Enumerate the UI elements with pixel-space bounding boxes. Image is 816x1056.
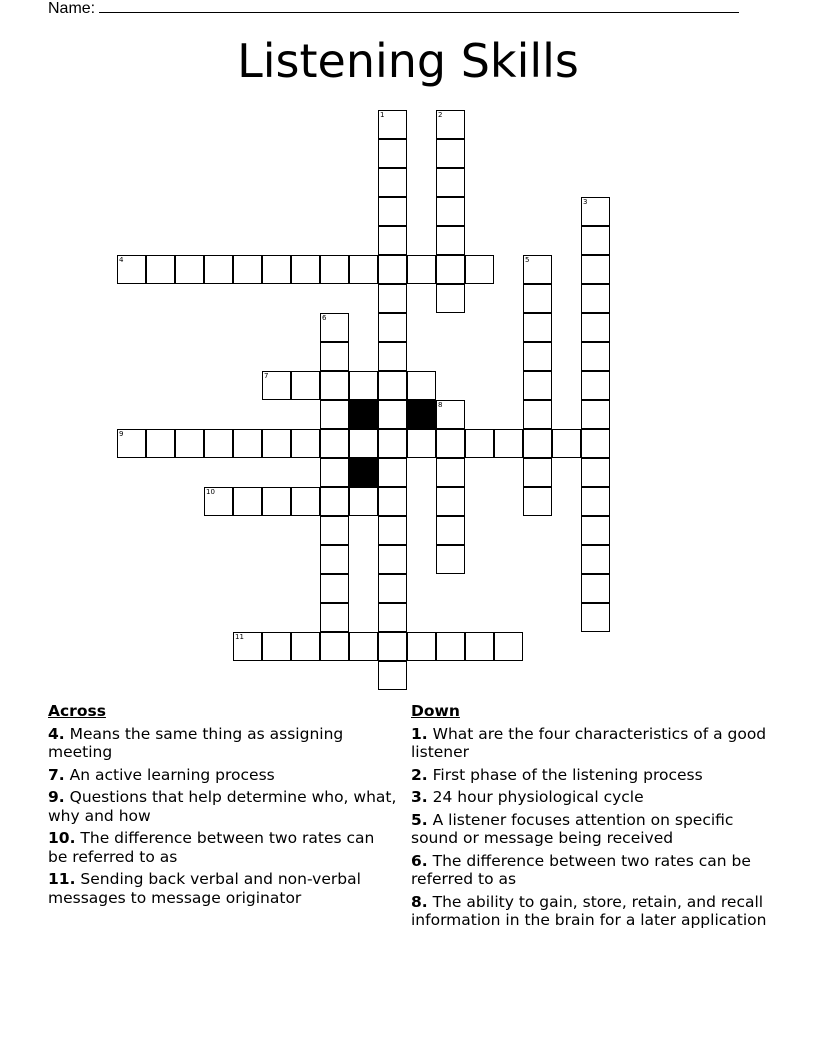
grid-cell[interactable] xyxy=(378,661,407,690)
clue-item-number: 11. xyxy=(48,870,76,888)
clue-item xyxy=(411,811,781,848)
clue-number: 4 xyxy=(119,256,124,264)
clue-item-number: 1. xyxy=(411,724,428,743)
grid-cell[interactable] xyxy=(233,255,262,284)
grid-cell[interactable] xyxy=(146,429,175,458)
grid-cell[interactable] xyxy=(378,371,407,400)
grid-cell[interactable] xyxy=(204,255,233,284)
grid-cell[interactable] xyxy=(407,255,436,284)
grid-cell[interactable] xyxy=(494,632,523,661)
grid-cell[interactable] xyxy=(291,429,320,458)
grid-cell[interactable] xyxy=(523,487,552,516)
clue-number: 8 xyxy=(438,401,443,409)
clue-item-number: 6. xyxy=(411,851,428,870)
grid-cell[interactable] xyxy=(320,516,349,545)
black-cell xyxy=(349,400,378,429)
grid-cell[interactable] xyxy=(262,255,291,284)
grid-cell[interactable] xyxy=(378,429,407,458)
grid-cell[interactable] xyxy=(581,487,610,516)
grid-cell[interactable] xyxy=(436,226,465,255)
grid-cell[interactable] xyxy=(581,226,610,255)
clue-number: 1 xyxy=(380,111,385,119)
clue-item-number: 5. xyxy=(411,810,428,829)
clue-item-text: The difference between two rates can be referred to as xyxy=(411,851,751,888)
grid-cell[interactable] xyxy=(320,313,349,342)
clue-item-text: The ability to gain, store, retain, and recall information in the brain for a later application xyxy=(411,892,767,929)
clue-item-text: What are the four characteristics of a good listener xyxy=(411,724,767,761)
grid-cell[interactable] xyxy=(262,371,291,400)
grid-cell[interactable] xyxy=(523,429,552,458)
grid-cell[interactable] xyxy=(320,574,349,603)
grid-cell[interactable] xyxy=(581,284,610,313)
grid-cell[interactable] xyxy=(581,574,610,603)
clue-number: 5 xyxy=(525,256,530,264)
clue-number: 9 xyxy=(119,430,124,438)
grid-cell[interactable] xyxy=(523,342,552,371)
grid-cell[interactable] xyxy=(146,255,175,284)
clue-item-number: 8. xyxy=(411,892,428,911)
grid-cell[interactable] xyxy=(378,139,407,168)
clue-item xyxy=(411,893,781,930)
down-heading: Down xyxy=(411,702,460,720)
grid-cell[interactable] xyxy=(320,487,349,516)
clue-item xyxy=(48,725,398,762)
clue-item-number: 2. xyxy=(411,765,428,784)
grid-cell[interactable] xyxy=(378,458,407,487)
grid-cell[interactable] xyxy=(436,487,465,516)
grid-cell[interactable] xyxy=(378,168,407,197)
grid-cell[interactable] xyxy=(320,545,349,574)
grid-cell[interactable] xyxy=(436,197,465,226)
grid-cell[interactable] xyxy=(581,603,610,632)
grid-cell[interactable] xyxy=(436,139,465,168)
grid-cell[interactable] xyxy=(204,487,233,516)
clue-item xyxy=(48,788,398,825)
grid-cell[interactable] xyxy=(378,110,407,139)
grid-cell[interactable] xyxy=(233,632,262,661)
clue-item-number: 3. xyxy=(411,788,428,806)
grid-cell[interactable] xyxy=(349,429,378,458)
clue-item-text: The difference between two rates can be referred to as xyxy=(48,829,375,866)
clue-item-text: An active learning process xyxy=(69,765,275,784)
grid-cell[interactable] xyxy=(117,255,146,284)
grid-cell[interactable] xyxy=(581,516,610,545)
grid-cell[interactable] xyxy=(320,255,349,284)
grid-cell[interactable] xyxy=(436,110,465,139)
grid-cell[interactable] xyxy=(436,516,465,545)
across-clues xyxy=(48,702,398,911)
black-cell xyxy=(407,400,436,429)
grid-cell[interactable] xyxy=(291,371,320,400)
clue-number: 10 xyxy=(206,488,215,496)
grid-cell[interactable] xyxy=(581,458,610,487)
grid-cell[interactable] xyxy=(349,632,378,661)
grid-cell[interactable] xyxy=(320,458,349,487)
clue-item-text: Sending back verbal and non-verbal messages to message originator xyxy=(48,870,361,907)
grid-cell[interactable] xyxy=(407,429,436,458)
grid-cell[interactable] xyxy=(581,545,610,574)
grid-cell[interactable] xyxy=(378,226,407,255)
grid-cell[interactable] xyxy=(320,429,349,458)
grid-cell[interactable] xyxy=(581,371,610,400)
grid-cell[interactable] xyxy=(465,632,494,661)
grid-cell[interactable] xyxy=(378,342,407,371)
down-clues xyxy=(411,702,781,934)
grid-cell[interactable] xyxy=(581,197,610,226)
grid-cell[interactable] xyxy=(378,255,407,284)
clue-item-number: 10. xyxy=(48,829,76,847)
grid-cell[interactable] xyxy=(233,429,262,458)
grid-cell[interactable] xyxy=(581,342,610,371)
grid-cell[interactable] xyxy=(262,487,291,516)
clue-item-text: A listener focuses attention on specific sound or message being received xyxy=(411,810,734,847)
grid-cell[interactable] xyxy=(581,400,610,429)
grid-cell[interactable] xyxy=(320,603,349,632)
grid-cell[interactable] xyxy=(378,574,407,603)
grid-cell[interactable] xyxy=(291,487,320,516)
grid-cell[interactable] xyxy=(320,342,349,371)
grid-cell[interactable] xyxy=(262,429,291,458)
grid-cell[interactable] xyxy=(378,603,407,632)
grid-cell[interactable] xyxy=(233,487,262,516)
grid-cell[interactable] xyxy=(552,429,581,458)
clue-item-text: Questions that help determine who, what, why and how xyxy=(48,788,397,825)
grid-cell[interactable] xyxy=(204,429,233,458)
clue-item-text: 24 hour physiological cycle xyxy=(432,788,644,806)
grid-cell[interactable] xyxy=(378,400,407,429)
clue-number: 6 xyxy=(322,314,327,322)
grid-cell[interactable] xyxy=(262,632,291,661)
grid-cell[interactable] xyxy=(175,255,204,284)
grid-cell[interactable] xyxy=(378,487,407,516)
clue-item xyxy=(48,766,398,785)
clue-number: 7 xyxy=(264,372,269,380)
grid-cell[interactable] xyxy=(465,255,494,284)
clue-number: 2 xyxy=(438,111,443,119)
clue-number: 3 xyxy=(583,198,588,206)
grid-cell[interactable] xyxy=(465,429,494,458)
clue-item-number: 9. xyxy=(48,788,65,806)
clue-item xyxy=(411,725,781,762)
clue-item xyxy=(48,829,398,866)
grid-cell[interactable] xyxy=(378,545,407,574)
grid-cell[interactable] xyxy=(378,313,407,342)
grid-cell[interactable] xyxy=(320,632,349,661)
grid-cell[interactable] xyxy=(581,313,610,342)
grid-cell[interactable] xyxy=(523,371,552,400)
grid-cell[interactable] xyxy=(320,371,349,400)
grid-cell[interactable] xyxy=(349,487,378,516)
grid-cell[interactable] xyxy=(407,632,436,661)
grid-cell[interactable] xyxy=(378,284,407,313)
grid-cell[interactable] xyxy=(436,400,465,429)
clue-item xyxy=(411,788,781,807)
grid-cell[interactable] xyxy=(436,168,465,197)
clue-number: 11 xyxy=(235,633,244,641)
clue-item-text: First phase of the listening process xyxy=(432,765,703,784)
grid-cell[interactable] xyxy=(436,284,465,313)
grid-cell[interactable] xyxy=(378,516,407,545)
clue-item-text: Means the same thing as assigning meeting xyxy=(48,724,344,761)
grid-cell[interactable] xyxy=(175,429,204,458)
grid-cell[interactable] xyxy=(349,255,378,284)
across-heading: Across xyxy=(48,702,106,720)
grid-cell[interactable] xyxy=(436,429,465,458)
black-cell xyxy=(349,458,378,487)
grid-cell[interactable] xyxy=(523,255,552,284)
grid-cell[interactable] xyxy=(436,255,465,284)
clue-item xyxy=(411,766,781,785)
grid-cell[interactable] xyxy=(523,458,552,487)
grid-cell[interactable] xyxy=(407,371,436,400)
grid-cell[interactable] xyxy=(523,400,552,429)
name-label: Name: xyxy=(48,0,96,17)
grid-cell[interactable] xyxy=(523,284,552,313)
grid-cell[interactable] xyxy=(378,632,407,661)
grid-cell[interactable] xyxy=(436,632,465,661)
grid-cell[interactable] xyxy=(436,458,465,487)
grid-cell[interactable] xyxy=(117,429,146,458)
page-title: Listening Skills xyxy=(237,34,579,88)
grid-cell[interactable] xyxy=(349,371,378,400)
grid-cell[interactable] xyxy=(291,632,320,661)
grid-cell[interactable] xyxy=(378,197,407,226)
grid-cell[interactable] xyxy=(581,255,610,284)
grid-cell[interactable] xyxy=(291,255,320,284)
grid-cell[interactable] xyxy=(523,313,552,342)
clue-item-number: 7. xyxy=(48,765,65,784)
clue-item xyxy=(411,852,781,889)
clue-item-number: 4. xyxy=(48,724,65,743)
grid-cell[interactable] xyxy=(436,545,465,574)
clue-item xyxy=(48,870,398,907)
grid-cell[interactable] xyxy=(581,429,610,458)
grid-cell[interactable] xyxy=(320,400,349,429)
grid-cell[interactable] xyxy=(494,429,523,458)
